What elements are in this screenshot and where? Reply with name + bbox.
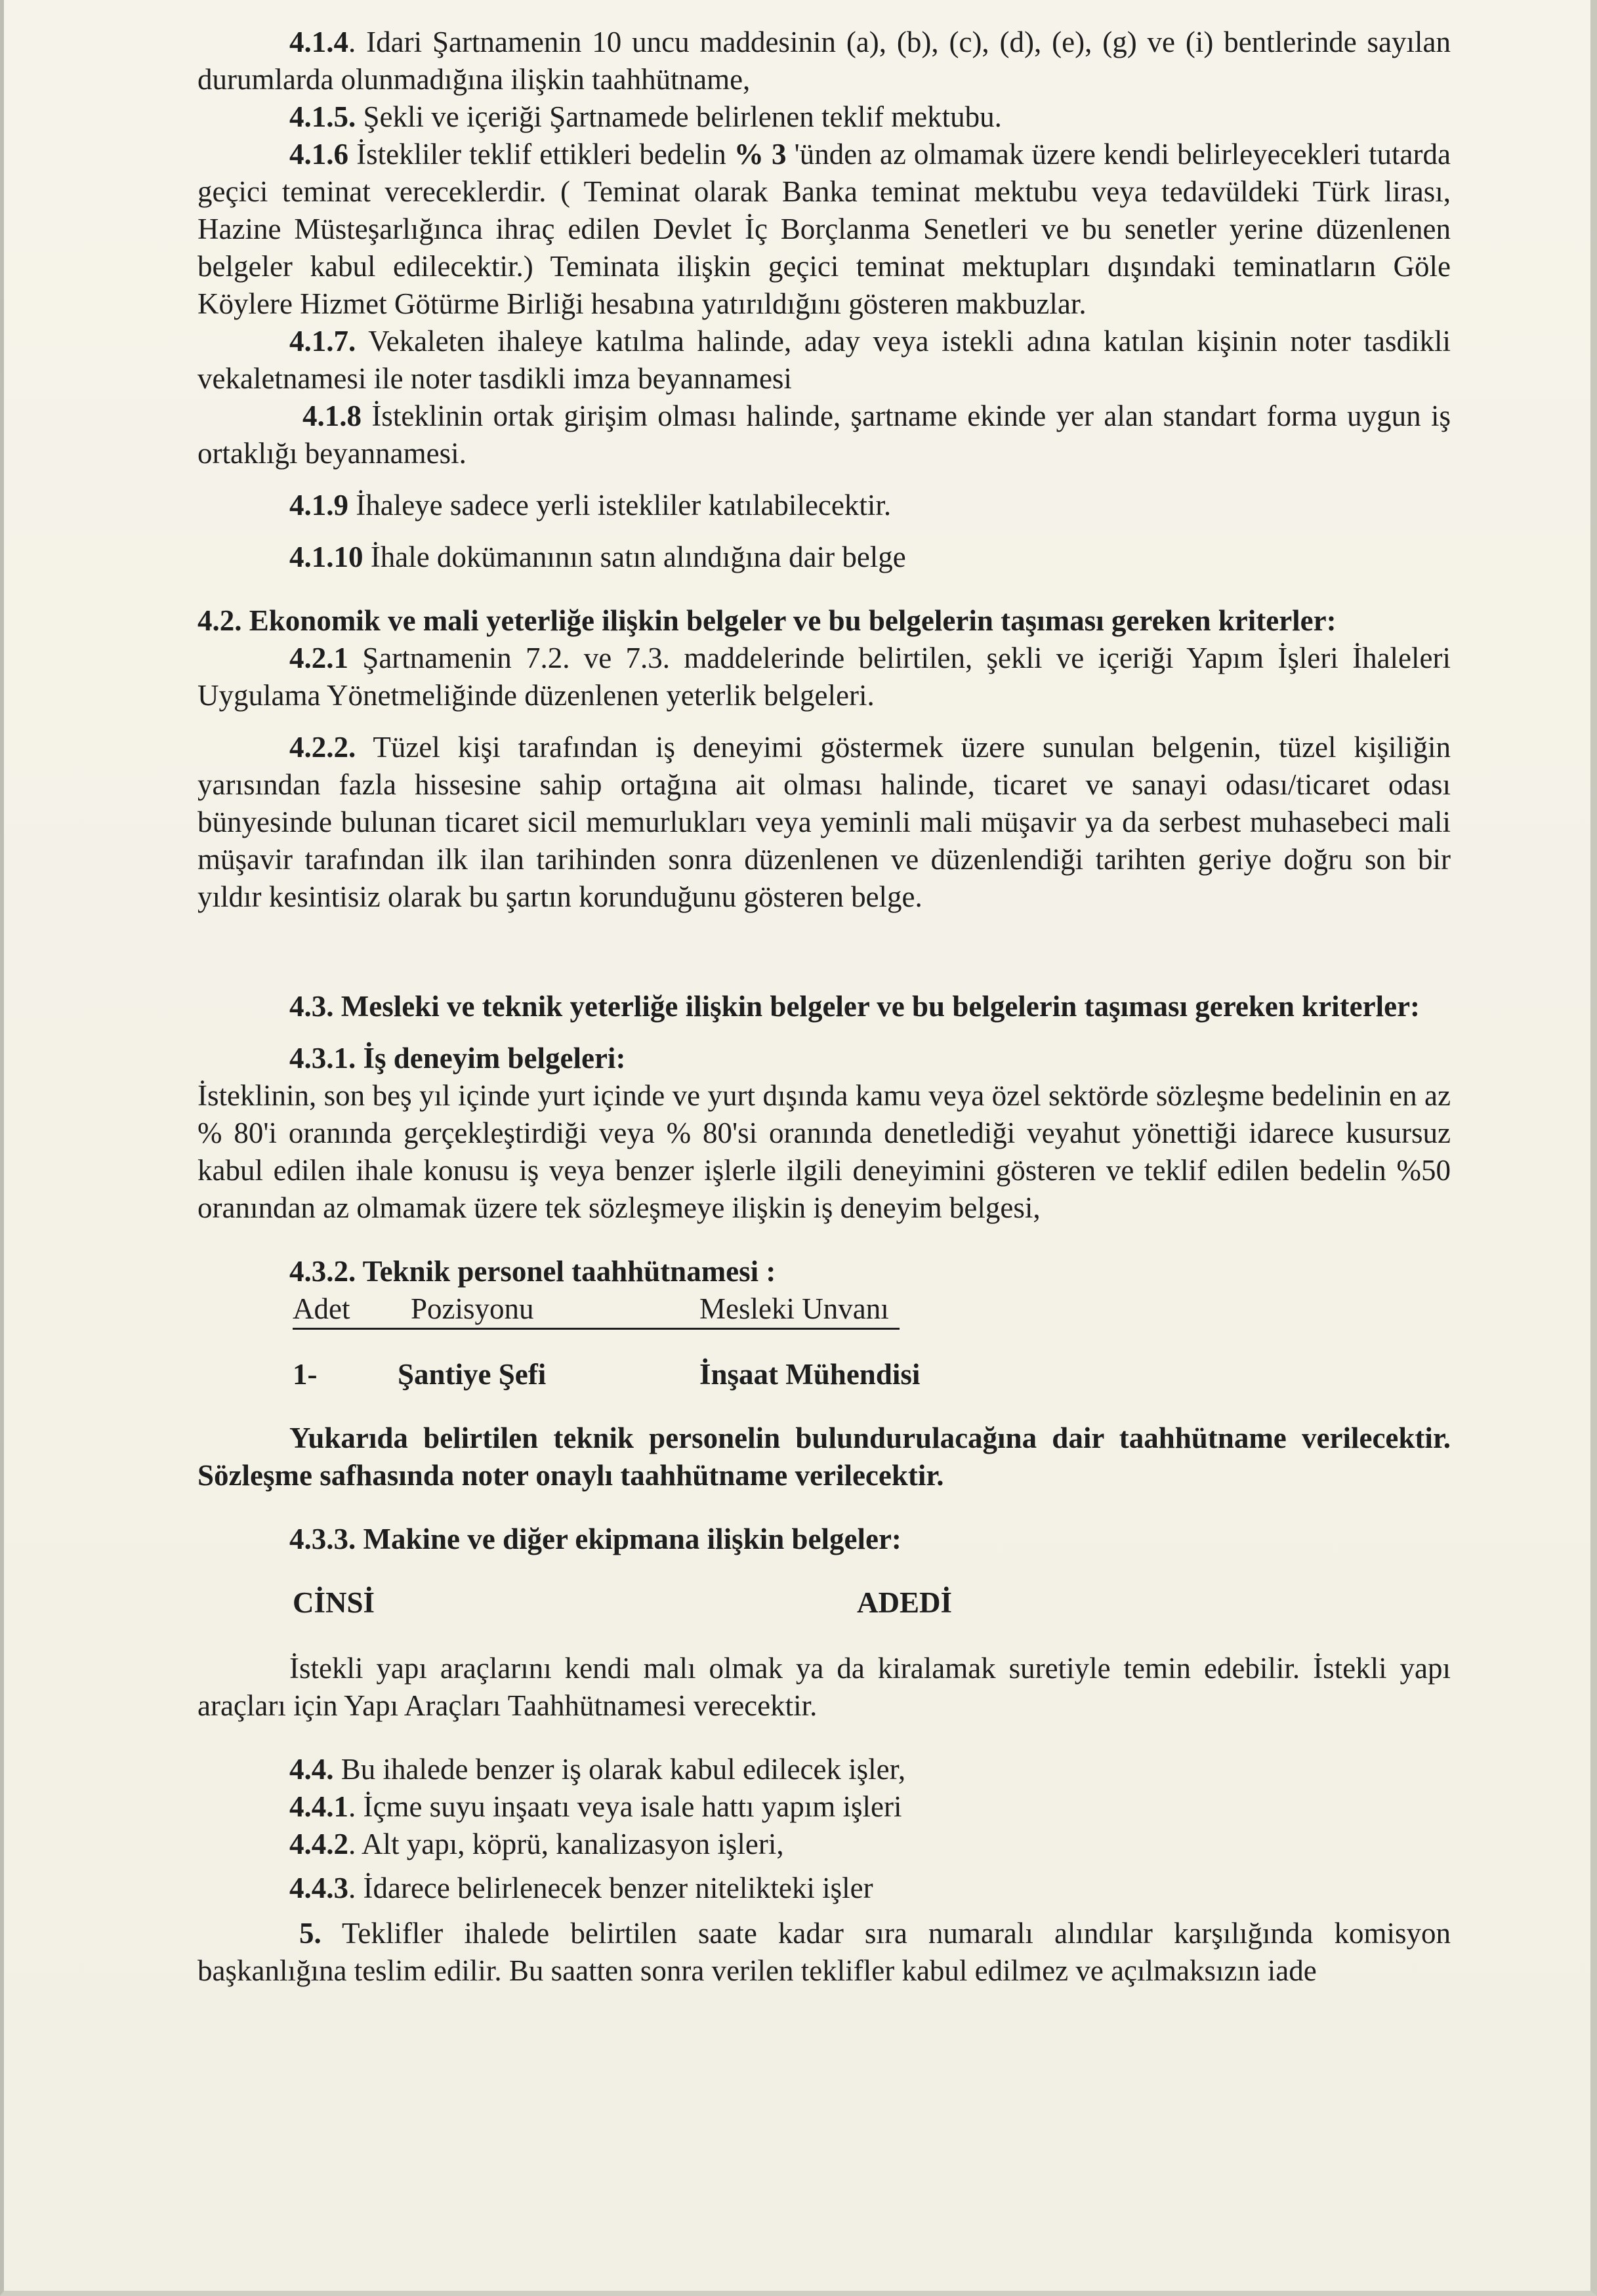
item-text: . Alt yapı, köprü, kanalizasyon işleri, bbox=[348, 1828, 784, 1860]
item-text: Şekli ve içeriği Şartnamede belirlenen teklif mektubu. bbox=[356, 100, 1002, 133]
item-number: 4.2.2. bbox=[289, 731, 356, 764]
item-number: 4.1.6 bbox=[289, 138, 348, 171]
percent-value: % 3 bbox=[734, 138, 787, 171]
item-text: . İçme suyu inşaatı veya isale hattı yapım işleri bbox=[348, 1790, 902, 1823]
item-4-1-6 bbox=[197, 136, 1451, 323]
personnel-note: Yukarıda belirtilen teknik personelin bulundurulacağına dair taahhütname verilecektir. Sözleşme safhasında noter onaylı taahhütname verilecektir. bbox=[197, 1422, 1451, 1492]
item-4-2-1 bbox=[197, 640, 1451, 714]
cell-pozisyonu: Şantiye Şefi bbox=[398, 1358, 547, 1391]
item-text: Teklifler ihalede belirtilen saate kadar sıra numaralı alındılar karşılığında komisyon başkanlığına teslim edilir. Bu saatten sonra verilen teklifler kabul edilmez ve açılmaksızın iade bbox=[197, 1917, 1451, 1987]
item-4-4 bbox=[197, 1751, 1451, 1788]
machine-table-header bbox=[293, 1584, 1451, 1624]
item-number: 4.1.8 bbox=[302, 400, 362, 432]
item-4-4-1 bbox=[197, 1788, 1451, 1826]
column-header-adet: Adet bbox=[293, 1292, 350, 1325]
item-text: İstekliler teklif ettikleri bedelin bbox=[348, 138, 734, 171]
item-text: İsteklinin ortak girişim olması halinde, şartname ekinde yer alan standart forma uygun iş ortaklığı beyannamesi. bbox=[197, 400, 1451, 470]
item-number: 4.1.9 bbox=[289, 489, 348, 522]
item-number: 4.1.10 bbox=[289, 541, 363, 573]
item-number: 4.4.3 bbox=[289, 1872, 348, 1904]
item-text: Vekaleten ihaleye katılma halinde, aday veya istekli adına katılan kişinin noter tasdikli vekaletnamesi ile noter tasdikli imza beyannamesi bbox=[197, 325, 1451, 395]
column-header-cinsi: CİNSİ bbox=[293, 1586, 375, 1619]
item-4-2-2 bbox=[197, 729, 1451, 916]
item-number: 4.1.5. bbox=[289, 100, 356, 133]
column-header-pozisyonu: Pozisyonu bbox=[411, 1292, 534, 1325]
section-5 bbox=[197, 1915, 1451, 1990]
cell-adet: 1- bbox=[293, 1358, 318, 1391]
cell-mesleki-unvani: İnşaat Mühendisi bbox=[699, 1358, 921, 1391]
item-number: 4.4. bbox=[289, 1753, 334, 1786]
section-4-2-heading: 4.2. Ekonomik ve mali yeterliğe ilişkin belgeler ve bu belgelerin taşıması gereken kriterler: bbox=[197, 604, 1337, 637]
section-4-3-heading: 4.3. Mesleki ve teknik yeterliğe ilişkin belgeler ve bu belgelerin taşıması gereken kriterler: bbox=[289, 990, 1421, 1023]
item-4-4-2 bbox=[197, 1826, 1451, 1863]
item-4-3-2-heading: 4.3.2. Teknik personel taahhütnamesi : bbox=[289, 1255, 776, 1288]
item-4-1-7 bbox=[197, 323, 1451, 398]
item-text: 'ünden az olmamak üzere kendi belirleyecekleri tutarda geçici teminat vereceklerdir. ( Teminat olarak Banka teminat mektubu veya tedavüldeki Türk lirası, Hazine Müsteşarlığınca ihraç edilen Devlet İç Borçlanma Senetleri ve bu senetler yerine düzenlenen belgeler kabul edilecektir.) Teminata ilişkin geçici teminat mektupları dışındaki teminatların Göle Köylere Hizmet Götürme Birliği hesabına yatırıldığını gösteren makbuzlar. bbox=[197, 138, 1451, 320]
document-body bbox=[197, 24, 1451, 1990]
item-text: İhaleye sadece yerli istekliler katılabilecektir. bbox=[348, 489, 892, 522]
item-number: 4.4.1 bbox=[289, 1790, 348, 1823]
item-number: 4.1.4 bbox=[289, 26, 348, 58]
column-header-adedi: ADEDİ bbox=[857, 1586, 953, 1619]
item-4-3-3-heading: 4.3.3. Makine ve diğer ekipmana ilişkin belgeler: bbox=[289, 1523, 902, 1555]
machine-note: İstekli yapı araçlarını kendi malı olmak ya da kiralamak suretiyle temin edebilir. İstekli yapı araçları için Yapı Araçları Taahhütnamesi verecektir. bbox=[197, 1652, 1451, 1722]
item-4-3-1-text: İsteklinin, son beş yıl içinde yurt içinde ve yurt dışında kamu veya özel sektörde sözleşme bedelinin en az % 80'i oranında gerçekleştirdiği veya % 80'si oranında denetlediği veyahut yönettiği idarece kusursuz kabul edilen ihale konusu iş veya benzer işlerle ilgili deneyimini gösteren ve teklif edilen bedelin %50 oranından az olmamak üzere tek sözleşmeye ilişkin iş deneyim belgesi, bbox=[197, 1079, 1451, 1224]
personnel-table-header bbox=[293, 1290, 900, 1330]
personnel-table-row bbox=[293, 1356, 1451, 1393]
item-number: 4.1.7. bbox=[289, 325, 356, 358]
item-number: 4.2.1 bbox=[289, 642, 348, 674]
item-text: . Idari Şartnamenin 10 uncu maddesinin (a), (b), (c), (d), (e), (g) ve (i) bentlerinde sayılan durumlarda olunmadığına ilişkin taahhütname, bbox=[197, 26, 1451, 96]
item-text: Bu ihalede benzer iş olarak kabul edilecek işler, bbox=[333, 1753, 906, 1786]
item-4-3-1-heading: 4.3.1. İş deneyim belgeleri: bbox=[289, 1042, 626, 1075]
item-4-1-4 bbox=[197, 24, 1451, 98]
item-text: İhale dokümanının satın alındığına dair belge bbox=[363, 541, 906, 573]
column-header-mesleki-unvani: Mesleki Unvanı bbox=[699, 1292, 889, 1325]
item-text: Tüzel kişi tarafından iş deneyimi göstermek üzere sunulan belgenin, tüzel kişiliğin yarısından fazla hissesine sahip ortağına ait olması halinde, ticaret ve sanayi odası/ticaret odası bünyesinde bulunan ticaret sicil memurlukları veya yeminli mali müşavir ya da serbest muhasebeci mali müşavir tarafından ilk ilan tarihinden sonra düzenlenen ve düzenlendiği tarihten geriye doğru son bir yıldır kesintisiz olarak bu şartın korunduğunu gösteren belge. bbox=[197, 731, 1451, 913]
item-number: 5. bbox=[299, 1917, 321, 1950]
item-4-1-5 bbox=[197, 98, 1451, 136]
item-text: Şartnamenin 7.2. ve 7.3. maddelerinde belirtilen, şekli ve içeriği Yapım İşleri İhaleleri Uygulama Yönetmeliğinde düzenlenen yeterlik belgeleri. bbox=[197, 642, 1451, 712]
item-text: . İdarece belirlenecek benzer nitelikteki işler bbox=[348, 1872, 873, 1904]
item-4-1-8 bbox=[197, 398, 1451, 472]
item-number: 4.4.2 bbox=[289, 1828, 348, 1860]
item-4-4-3 bbox=[197, 1870, 1451, 1907]
item-4-1-10 bbox=[197, 539, 1451, 576]
item-4-1-9 bbox=[197, 487, 1451, 524]
